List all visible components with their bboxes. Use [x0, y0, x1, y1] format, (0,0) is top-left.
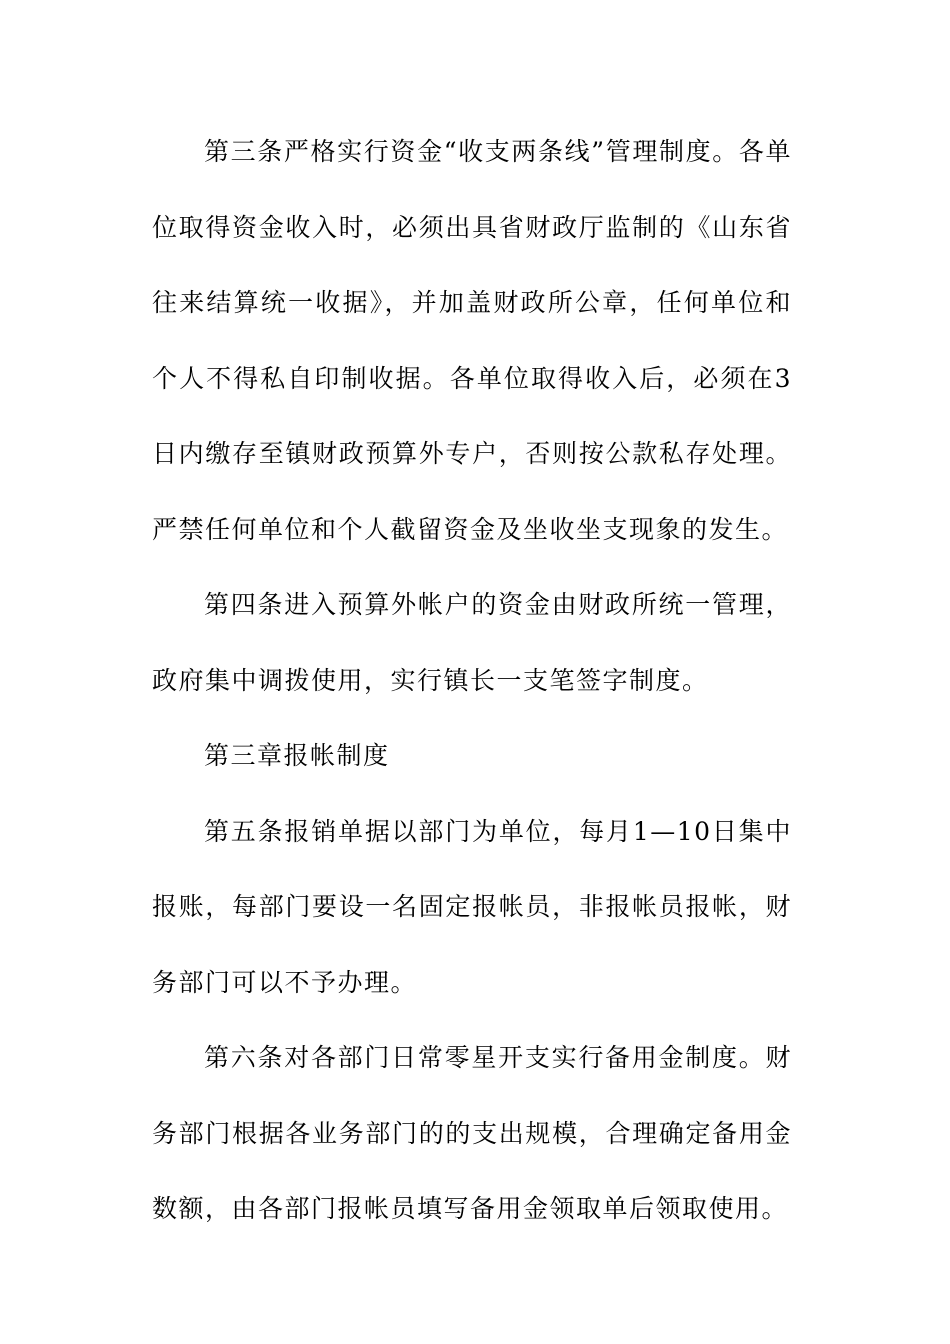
paragraph-article-3: 第三条严格实行资金“收支两条线”管理制度。各单位取得资金收入时，必须出具省财政厅监制的《山东省往来结算统一收据》，并加盖财政所公章，任何单位和个人不得私自印制收据。各单位取得收入后，必须在3日内缴存至镇财政预算外专户，否则按公款私存处理。严禁任何单位和个人截留资金及坐收坐支现象的发生。 [152, 137, 792, 544]
document-body [152, 114, 792, 1247]
paragraph-article-6: 第六条对各部门日常零星开支实行备用金制度。财务部门根据各业务部门的的支出规模，合理确定备用金数额，由各部门报帐员填写备用金领取单后领取使用。 [152, 1043, 792, 1223]
paragraph-article-4: 第四条进入预算外帐户的资金由财政所统一管理，政府集中调拨使用，实行镇长一支笔签字制度。 [152, 590, 792, 695]
paragraph-article-5: 第五条报销单据以部门为单位，每月1—10日集中报账，每部门要设一名固定报帐员，非报帐员报帐，财务部门可以不予办理。 [152, 816, 792, 997]
chapter-heading: 第三章报帐制度 [204, 741, 390, 770]
